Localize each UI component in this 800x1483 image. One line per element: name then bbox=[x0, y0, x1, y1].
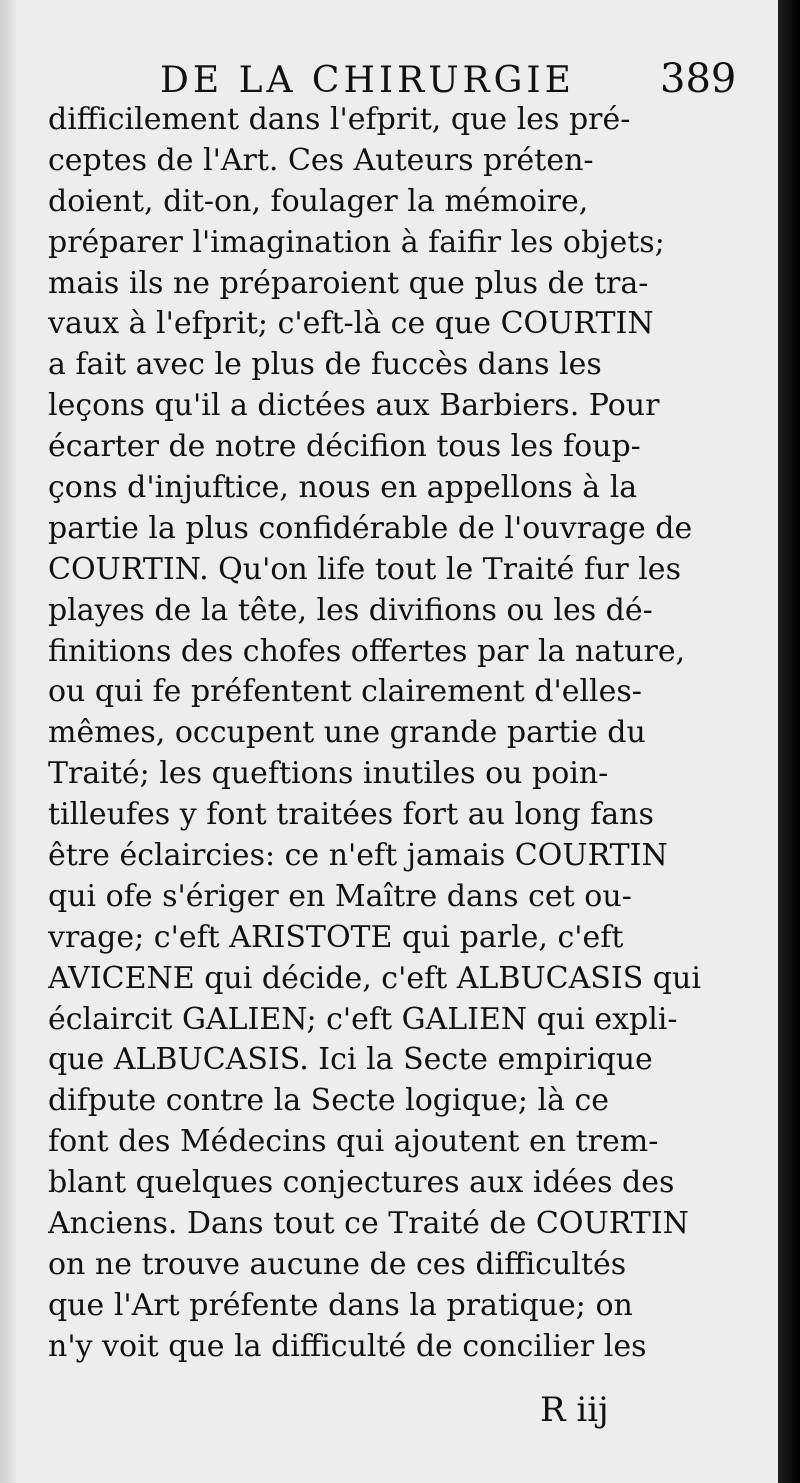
running-title: DE LA CHIRURGIE bbox=[160, 60, 575, 101]
body-text bbox=[48, 100, 738, 1368]
text-line: qui ofe s'ériger en Maître dans cet ou- bbox=[48, 878, 632, 914]
text-line: mais ils ne préparoient que plus de tra- bbox=[48, 265, 649, 301]
text-line: écarter de notre décifion tous les foup- bbox=[48, 429, 641, 465]
page-left-edge bbox=[0, 0, 16, 1483]
text-line: doient, dit-on, foulager la mémoire, bbox=[48, 183, 589, 219]
text-line: font des Médecins qui ajoutent en trem- bbox=[48, 1124, 659, 1160]
text-line: Traité; les queftions inutiles ou poin- bbox=[48, 756, 609, 792]
text-line: COURTIN. Qu'on life tout le Traité fur les bbox=[48, 551, 681, 587]
text-line: ceptes de l'Art. Ces Auteurs préten- bbox=[48, 142, 594, 178]
text-line: çons d'injuftice, nous en appellons à la bbox=[48, 470, 638, 506]
text-line: difpute contre la Secte logique; là ce bbox=[48, 1083, 610, 1119]
text-line: être éclaircies: ce n'eft jamais COURTIN bbox=[48, 838, 668, 874]
text-line: on ne trouve aucune de ces difficultés bbox=[48, 1246, 627, 1282]
text-line: leçons qu'il a dictées aux Barbiers. Pour bbox=[48, 388, 660, 424]
text-line: n'y voit que la difficulté de concilier les bbox=[48, 1328, 647, 1364]
text-line: playes de la tête, les divifions ou les dé- bbox=[48, 592, 653, 628]
page-number: 389 bbox=[660, 56, 737, 102]
text-line: vrage; c'eft ARISTOTE qui parle, c'eft bbox=[48, 919, 624, 955]
page-header bbox=[0, 50, 800, 106]
text-line: vaux à l'efprit; c'eft-là ce que COURTIN bbox=[48, 306, 654, 342]
text-line: Anciens. Dans tout ce Traité de COURTIN bbox=[48, 1206, 689, 1242]
text-line: que l'Art préfente dans la pratique; on bbox=[48, 1287, 633, 1323]
text-line: finitions des chofes offertes par la nature, bbox=[48, 633, 686, 669]
book-gutter-shadow bbox=[778, 0, 800, 1483]
signature-mark: R iij bbox=[540, 1390, 609, 1430]
text-line: blant quelques conjectures aux idées des bbox=[48, 1165, 675, 1201]
text-line: mêmes, occupent une grande partie du bbox=[48, 715, 646, 751]
text-line: AVICENE qui décide, c'eft ALBUCASIS qui bbox=[48, 960, 701, 996]
text-line: éclaircit GALIEN; c'eft GALIEN qui expli- bbox=[48, 1001, 678, 1037]
text-line: ou qui fe préfentent clairement d'elles- bbox=[48, 674, 642, 710]
text-line: préparer l'imagination à faifir les objets; bbox=[48, 224, 665, 260]
text-line: tilleufes y font traitées fort au long fans bbox=[48, 797, 654, 833]
text-line: partie la plus confidérable de l'ouvrage de bbox=[48, 510, 693, 546]
text-line: a fait avec le plus de fuccès dans les bbox=[48, 347, 602, 383]
text-line: que ALBUCASIS. Ici la Secte empirique bbox=[48, 1042, 653, 1078]
text-line: difficilement dans l'efprit, que les pré- bbox=[48, 102, 631, 137]
